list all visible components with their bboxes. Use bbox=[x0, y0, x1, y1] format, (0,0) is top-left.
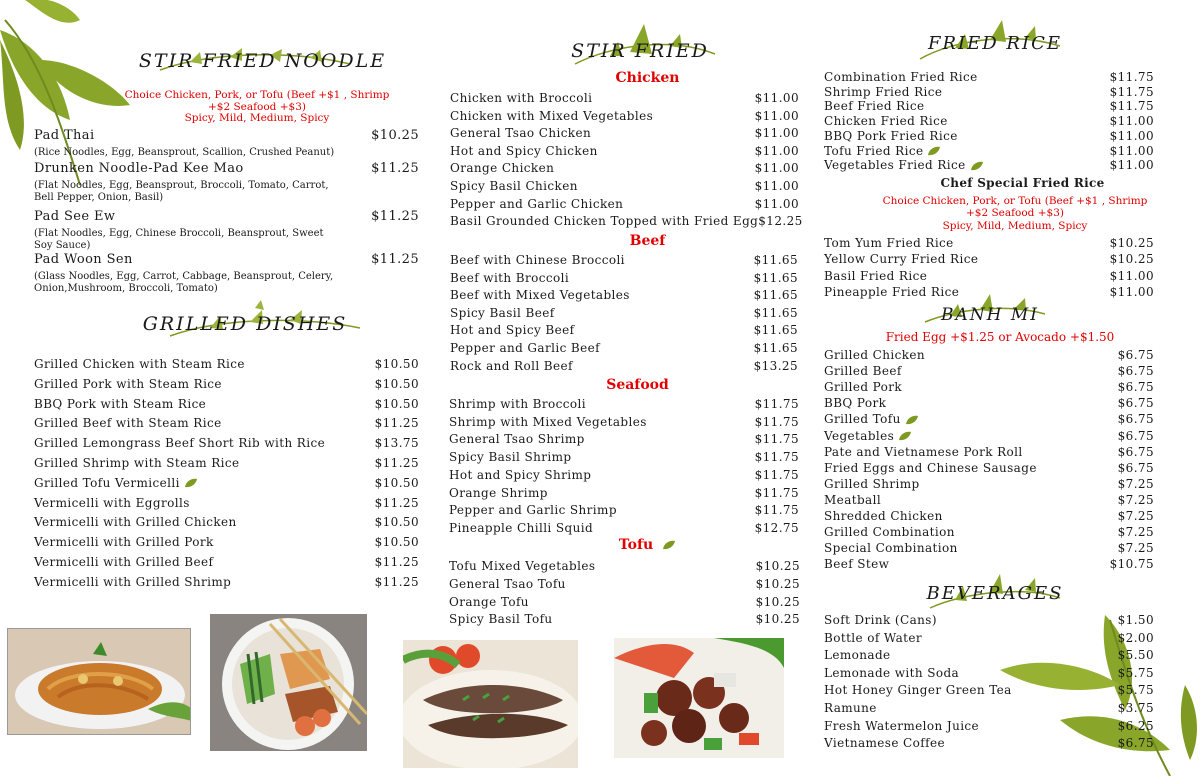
menu-item-price: $5.75 bbox=[1117, 683, 1154, 698]
menu-item-price: $11.00 bbox=[754, 91, 799, 105]
menu-item-row bbox=[449, 415, 799, 429]
menu-item-price: $6.75 bbox=[1117, 396, 1154, 411]
menu-item-name: Hot and Spicy Beef bbox=[450, 323, 575, 338]
menu-item-price: $12.25 bbox=[758, 214, 803, 229]
menu-item-name: Lemonade bbox=[824, 648, 891, 663]
menu-item-price: $10.25 bbox=[1109, 236, 1154, 250]
stir-fried-beef-photo bbox=[614, 638, 784, 758]
menu-item-name: Pepper and Garlic Shrimp bbox=[449, 503, 617, 518]
menu-item-name: Grilled Lemongrass Beef Short Rib with Rice bbox=[34, 436, 326, 451]
chef-special-heading: Chef Special Fried Rice bbox=[940, 176, 1105, 190]
vegetarian-leaf-icon bbox=[970, 161, 984, 171]
menu-item-name: Orange Tofu bbox=[449, 594, 529, 609]
vegetarian-leaf-icon bbox=[662, 540, 676, 550]
menu-item-row bbox=[34, 436, 419, 450]
category-heading-tofu-label: Tofu bbox=[618, 537, 654, 553]
menu-item-price: $11.00 bbox=[1109, 158, 1154, 173]
menu-item-price: $11.00 bbox=[754, 108, 799, 123]
menu-item-name: Bottle of Water bbox=[824, 630, 923, 645]
menu-item-row bbox=[824, 648, 1154, 662]
menu-item-price: $13.25 bbox=[753, 358, 798, 373]
menu-item-price: $12.75 bbox=[754, 520, 799, 535]
menu-item-row bbox=[450, 359, 798, 373]
menu-item-row bbox=[450, 126, 799, 140]
menu-item-name: Hot Honey Ginger Green Tea bbox=[824, 683, 1012, 698]
menu-item-row bbox=[34, 128, 419, 143]
menu-item-name: Special Combination bbox=[824, 541, 958, 556]
menu-item-row bbox=[449, 612, 800, 626]
menu-item-price: $10.50 bbox=[374, 515, 419, 530]
menu-item-price: $11.00 bbox=[754, 126, 799, 141]
menu-item-name: Vermicelli with Grilled Beef bbox=[34, 555, 214, 569]
menu-item-price: $11.25 bbox=[374, 456, 419, 470]
menu-item-price: $11.00 bbox=[754, 196, 799, 211]
menu-item-row bbox=[824, 158, 1154, 172]
section-title-stir-fried-noodle: STIR FRIED NOODLE bbox=[138, 50, 387, 72]
menu-item-description: (Flat Noodles, Egg, Beansprout, Broccoli, Tomato, Carrot, Bell Pepper, Onion, Basil) bbox=[34, 180, 329, 203]
menu-item-price: $11.65 bbox=[753, 270, 798, 285]
menu-item-price: $11.75 bbox=[1109, 99, 1154, 114]
menu-item-price: $11.00 bbox=[1109, 114, 1154, 129]
menu-item-name: Tofu Mixed Vegetables bbox=[449, 559, 596, 573]
menu-item-row bbox=[34, 377, 419, 391]
menu-item-row bbox=[824, 701, 1154, 715]
menu-item-name: Vietnamese Coffee bbox=[824, 736, 945, 751]
menu-item-name: Spicy Basil Chicken bbox=[450, 179, 578, 193]
menu-item-name: Pate and Vietnamese Pork Roll bbox=[824, 444, 1023, 459]
menu-item-name: Beef with Mixed Vegetables bbox=[450, 288, 630, 303]
menu-item-name: Tofu Fried Rice bbox=[824, 143, 924, 158]
menu-item-price: $6.75 bbox=[1117, 348, 1154, 362]
menu-item-price: $10.75 bbox=[1109, 557, 1154, 572]
chef-special-spice-note: Spicy, Mild, Medium, Spicy bbox=[942, 220, 1088, 232]
menu-item-name: Chicken Fried Rice bbox=[824, 114, 948, 129]
menu-item-name: Basil Fried Rice bbox=[824, 268, 928, 283]
menu-item-name: Soft Drink (Cans) bbox=[824, 613, 937, 627]
menu-item-name: Pineapple Fried Rice bbox=[824, 284, 960, 299]
menu-item-price: $10.25 bbox=[371, 128, 419, 143]
menu-item-name: Grilled Chicken bbox=[824, 348, 926, 362]
menu-item-price: $11.75 bbox=[754, 467, 799, 482]
menu-item-name: Shrimp with Mixed Vegetables bbox=[449, 414, 647, 429]
section-title-beverages: BEVERAGES bbox=[926, 583, 1064, 604]
menu-item-price: $11.00 bbox=[754, 179, 799, 193]
menu-item-row bbox=[824, 396, 1154, 410]
menu-item-name: Fried Eggs and Chinese Sausage bbox=[824, 460, 1037, 475]
menu-item-row bbox=[824, 85, 1154, 99]
menu-item-name: Tom Yum Fried Rice bbox=[824, 236, 954, 250]
menu-item-row bbox=[824, 719, 1154, 733]
menu-item-row bbox=[34, 357, 419, 371]
menu-item-price: $10.25 bbox=[1109, 252, 1154, 267]
menu-item-name: Beef Stew bbox=[824, 557, 890, 572]
menu-item-price: $11.25 bbox=[371, 209, 419, 224]
menu-item-price: $11.75 bbox=[1109, 70, 1154, 84]
menu-item-price: $10.50 bbox=[374, 475, 419, 490]
menu-item-row bbox=[450, 288, 798, 302]
menu-item-row bbox=[824, 429, 1154, 443]
menu-item-name: Drunken Noodle-Pad Kee Mao bbox=[34, 161, 244, 176]
menu-item-price: $6.75 bbox=[1117, 412, 1154, 427]
menu-item-row bbox=[824, 509, 1154, 523]
menu-item-row bbox=[450, 144, 799, 158]
menu-item-row bbox=[34, 535, 419, 549]
menu-item-row bbox=[824, 144, 1154, 158]
menu-item-row bbox=[450, 91, 799, 105]
category-heading-tofu bbox=[560, 537, 735, 553]
menu-item-name: Grilled Combination bbox=[824, 525, 955, 540]
menu-item-row bbox=[449, 521, 799, 535]
menu-item-row bbox=[34, 416, 419, 430]
menu-item-price: $11.00 bbox=[1109, 284, 1154, 299]
menu-item-row bbox=[34, 161, 419, 176]
menu-item-name: BBQ Pork Fried Rice bbox=[824, 128, 958, 143]
menu-item-row bbox=[449, 432, 799, 446]
menu-item-row bbox=[824, 477, 1154, 491]
menu-item-price: $11.65 bbox=[753, 253, 798, 267]
menu-item-row bbox=[824, 348, 1154, 362]
menu-item-name: Hot and Spicy Chicken bbox=[450, 143, 598, 158]
menu-item-name: Chicken with Broccoli bbox=[450, 91, 593, 105]
menu-item-price: $10.50 bbox=[374, 357, 419, 371]
menu-item-name: Pad Woon Sen bbox=[34, 252, 133, 267]
menu-item-row bbox=[449, 486, 799, 500]
menu-item-price: $11.25 bbox=[374, 416, 419, 431]
menu-item-price: $7.25 bbox=[1117, 541, 1154, 556]
menu-item-name: Rock and Roll Beef bbox=[450, 358, 573, 373]
menu-item-row bbox=[449, 559, 800, 573]
menu-item-name: Vermicelli with Grilled Chicken bbox=[34, 515, 237, 530]
menu-item-name: Ramune bbox=[824, 701, 877, 715]
menu-item-name: Shrimp with Broccoli bbox=[449, 397, 586, 411]
menu-item-row bbox=[34, 476, 419, 490]
menu-item-price: $11.25 bbox=[374, 555, 419, 569]
menu-item-price: $6.25 bbox=[1117, 718, 1154, 733]
menu-item-name: Vegetables Fried Rice bbox=[824, 158, 966, 173]
menu-item-price: $11.00 bbox=[1109, 128, 1154, 143]
menu-item-row bbox=[450, 341, 798, 355]
menu-item-name: Yellow Curry Fried Rice bbox=[824, 252, 979, 267]
menu-item-row bbox=[34, 209, 419, 224]
menu-item-name: Spicy Basil Shrimp bbox=[449, 450, 572, 465]
menu-item-row bbox=[824, 129, 1154, 143]
menu-item-row bbox=[450, 253, 798, 267]
menu-item-price: $11.75 bbox=[754, 414, 799, 429]
menu-item-price: $6.75 bbox=[1117, 364, 1154, 379]
menu-item-name: Lemonade with Soda bbox=[824, 665, 960, 680]
menu-item-row bbox=[34, 252, 419, 267]
menu-item-row bbox=[824, 631, 1154, 645]
menu-item-price: $11.25 bbox=[374, 495, 419, 510]
menu-item-name: Pepper and Garlic Beef bbox=[450, 341, 600, 355]
menu-item-price: $5.75 bbox=[1117, 665, 1154, 680]
menu-item-name: Beef Fried Rice bbox=[824, 99, 925, 114]
menu-item-price: $11.75 bbox=[754, 397, 799, 411]
noodle-choice-note: Choice Chicken, Pork, or Tofu (Beef +$1 , Shrimp +$2 Seafood +$3) bbox=[124, 89, 390, 113]
menu-item-price: $11.75 bbox=[754, 450, 799, 465]
menu-item-price: $11.00 bbox=[754, 143, 799, 158]
menu-item-row bbox=[824, 525, 1154, 539]
menu-item-name: Vermicelli with Grilled Pork bbox=[34, 535, 214, 550]
menu-item-name: Meatball bbox=[824, 492, 882, 507]
menu-item-price: $10.25 bbox=[755, 594, 800, 609]
menu-item-name: Grilled Tofu Vermicelli bbox=[34, 475, 180, 490]
menu-item-row bbox=[824, 736, 1154, 750]
grilled-beef-photo bbox=[403, 640, 578, 768]
menu-item-row bbox=[449, 577, 800, 591]
menu-item-name: Hot and Spicy Shrimp bbox=[449, 467, 592, 482]
menu-item-row bbox=[450, 179, 799, 193]
menu-item-row bbox=[824, 252, 1154, 266]
menu-item-name: Pad Thai bbox=[34, 128, 95, 143]
menu-item-price: $11.00 bbox=[1109, 268, 1154, 283]
menu-item-price: $11.65 bbox=[753, 341, 798, 355]
chef-special-choice-note: Choice Chicken, Pork, or Tofu (Beef +$1 , Shrimp +$2 Seafood +$3) bbox=[882, 195, 1148, 219]
menu-item-name: Grilled Shrimp with Steam Rice bbox=[34, 456, 240, 470]
menu-item-description: (Flat Noodles, Egg, Chinese Broccoli, Beansprout, Sweet Soy Sauce) bbox=[34, 228, 324, 251]
menu-item-name: Fresh Watermelon Juice bbox=[824, 718, 980, 733]
menu-item-price: $11.65 bbox=[753, 288, 798, 303]
menu-item-price: $10.50 bbox=[374, 396, 419, 411]
menu-item-name: Orange Chicken bbox=[450, 161, 555, 176]
menu-item-name: Vermicelli with Eggrolls bbox=[34, 495, 190, 510]
menu-item-price: $10.25 bbox=[755, 612, 800, 627]
menu-item-price: $7.25 bbox=[1117, 476, 1154, 491]
menu-item-price: $11.00 bbox=[1109, 143, 1154, 158]
category-heading-seafood: Seafood bbox=[606, 377, 669, 393]
menu-item-price: $6.75 bbox=[1117, 460, 1154, 475]
menu-item-row bbox=[34, 456, 419, 470]
menu-item-row bbox=[824, 269, 1154, 283]
menu-item-row bbox=[450, 271, 798, 285]
vegetarian-leaf-icon bbox=[927, 146, 941, 156]
category-heading-chicken: Chicken bbox=[615, 70, 680, 86]
menu-item-name: Grilled Beef with Steam Rice bbox=[34, 416, 222, 431]
menu-item-row bbox=[34, 555, 419, 569]
menu-item-name: Chicken with Mixed Vegetables bbox=[450, 108, 654, 123]
section-title-stir-fried: STIR FRIED bbox=[571, 40, 709, 62]
menu-item-row bbox=[824, 99, 1154, 113]
menu-item-row bbox=[450, 109, 799, 123]
section-title-fried-rice: FRIED RICE bbox=[927, 33, 1063, 54]
menu-item-name: Shrimp Fried Rice bbox=[824, 84, 943, 99]
menu-item-name: Shredded Chicken bbox=[824, 509, 943, 523]
vegetarian-leaf-icon bbox=[905, 415, 919, 425]
menu-item-name: BBQ Pork with Steam Rice bbox=[34, 396, 207, 411]
menu-item-row bbox=[450, 161, 799, 175]
menu-item-row bbox=[450, 214, 803, 229]
menu-item-row bbox=[449, 503, 799, 517]
menu-item-row bbox=[824, 70, 1154, 84]
menu-item-name: Orange Shrimp bbox=[449, 485, 548, 500]
menu-item-row bbox=[824, 613, 1154, 627]
menu-item-row bbox=[34, 575, 419, 589]
menu-item-price: $10.50 bbox=[374, 535, 419, 550]
menu-item-description: (Glass Noodles, Egg, Carrot, Cabbage, Beansprout, Celery, Onion,Mushroom, Broccoli, Tomato) bbox=[34, 271, 334, 294]
vegetarian-leaf-icon bbox=[898, 431, 912, 441]
menu-item-description: (Rice Noodles, Egg, Beansprout, Scallion, Crushed Peanut) bbox=[34, 147, 335, 158]
menu-item-price: $11.75 bbox=[754, 432, 799, 447]
menu-item-row bbox=[34, 397, 419, 411]
vermicelli-bowl-photo bbox=[210, 614, 367, 751]
menu-item-price: $11.75 bbox=[1109, 84, 1154, 99]
menu-item-row bbox=[450, 323, 798, 337]
menu-item-price: $7.25 bbox=[1117, 492, 1154, 507]
menu-item-price: $11.25 bbox=[371, 252, 419, 267]
menu-item-price: $11.25 bbox=[374, 574, 419, 589]
menu-item-row bbox=[450, 306, 798, 320]
menu-item-price: $6.75 bbox=[1117, 380, 1154, 395]
menu-item-name: Grilled Pork bbox=[824, 380, 903, 395]
menu-item-name: Combination Fried Rice bbox=[824, 70, 978, 84]
menu-item-row bbox=[824, 541, 1154, 555]
menu-item-price: $3.75 bbox=[1117, 701, 1154, 715]
menu-item-name: Grilled Chicken with Steam Rice bbox=[34, 357, 245, 371]
menu-item-price: $11.65 bbox=[753, 305, 798, 320]
menu-item-name: Vermicelli with Grilled Shrimp bbox=[34, 574, 232, 589]
menu-item-name: Pad See Ew bbox=[34, 209, 116, 224]
menu-item-name: General Tsao Chicken bbox=[450, 126, 592, 141]
menu-item-name: Spicy Basil Beef bbox=[450, 305, 555, 320]
menu-item-price: $10.50 bbox=[374, 376, 419, 391]
menu-item-price: $10.25 bbox=[755, 559, 800, 573]
menu-item-price: $6.75 bbox=[1117, 736, 1154, 751]
menu-item-name: Grilled Tofu bbox=[824, 412, 901, 427]
menu-item-row bbox=[824, 412, 1154, 426]
pad-thai-photo bbox=[7, 628, 191, 735]
menu-item-row bbox=[449, 397, 799, 411]
menu-item-price: $10.25 bbox=[755, 576, 800, 591]
menu-item-row bbox=[824, 236, 1154, 250]
menu-item-name: General Tsao Shrimp bbox=[449, 432, 585, 447]
menu-item-price: $7.25 bbox=[1117, 509, 1154, 523]
section-title-banh-mi: BANH MI bbox=[941, 305, 1039, 325]
section-title-grilled-dishes: GRILLED DISHES bbox=[142, 313, 348, 335]
menu-item-name: Basil Grounded Chicken Topped with Fried Egg bbox=[450, 214, 759, 229]
menu-item-name: Pepper and Garlic Chicken bbox=[450, 196, 624, 211]
category-heading-beef: Beef bbox=[629, 233, 666, 249]
menu-item-row bbox=[824, 683, 1154, 697]
menu-item-price: $6.75 bbox=[1117, 444, 1154, 459]
menu-item-name: Grilled Pork with Steam Rice bbox=[34, 376, 222, 391]
menu-item-name: Vegetables bbox=[824, 428, 895, 443]
menu-item-price: $13.75 bbox=[374, 436, 419, 451]
menu-item-price: $11.75 bbox=[754, 503, 799, 518]
menu-item-price: $6.75 bbox=[1117, 428, 1154, 443]
menu-item-row bbox=[449, 595, 800, 609]
menu-item-row bbox=[34, 515, 419, 529]
menu-item-row bbox=[34, 496, 419, 510]
menu-item-row bbox=[824, 461, 1154, 475]
menu-item-price: $11.75 bbox=[754, 485, 799, 500]
menu-item-row bbox=[824, 380, 1154, 394]
menu-item-name: Spicy Basil Tofu bbox=[449, 612, 553, 627]
menu-item-row bbox=[449, 468, 799, 482]
menu-item-price: $11.00 bbox=[754, 161, 799, 176]
menu-item-row bbox=[824, 493, 1154, 507]
menu-item-name: Pineapple Chilli Squid bbox=[449, 520, 594, 535]
menu-item-price: $1.50 bbox=[1117, 613, 1154, 627]
menu-item-row bbox=[450, 197, 799, 211]
menu-item-name: Beef with Broccoli bbox=[450, 270, 570, 285]
menu-item-row bbox=[824, 114, 1154, 128]
menu-item-price: $7.25 bbox=[1117, 525, 1154, 540]
menu-item-name: General Tsao Tofu bbox=[449, 576, 566, 591]
vegetarian-leaf-icon bbox=[184, 478, 198, 488]
noodle-spice-note: Spicy, Mild, Medium, Spicy bbox=[184, 112, 330, 124]
menu-item-row bbox=[449, 450, 799, 464]
menu-item-name: Beef with Chinese Broccoli bbox=[450, 253, 625, 267]
menu-item-row bbox=[824, 364, 1154, 378]
menu-item-price: $5.50 bbox=[1117, 648, 1154, 663]
menu-item-name: Grilled Beef bbox=[824, 364, 902, 379]
menu-item-row bbox=[824, 445, 1154, 459]
menu-item-price: $2.00 bbox=[1117, 630, 1154, 645]
menu-item-name: BBQ Pork bbox=[824, 396, 887, 411]
banh-mi-addon-note: Fried Egg +$1.25 or Avocado +$1.50 bbox=[885, 330, 1115, 344]
menu-item-price: $11.65 bbox=[753, 323, 798, 338]
menu-item-name: Grilled Shrimp bbox=[824, 476, 920, 491]
menu-item-row bbox=[824, 666, 1154, 680]
menu-item-price: $11.25 bbox=[371, 161, 419, 176]
